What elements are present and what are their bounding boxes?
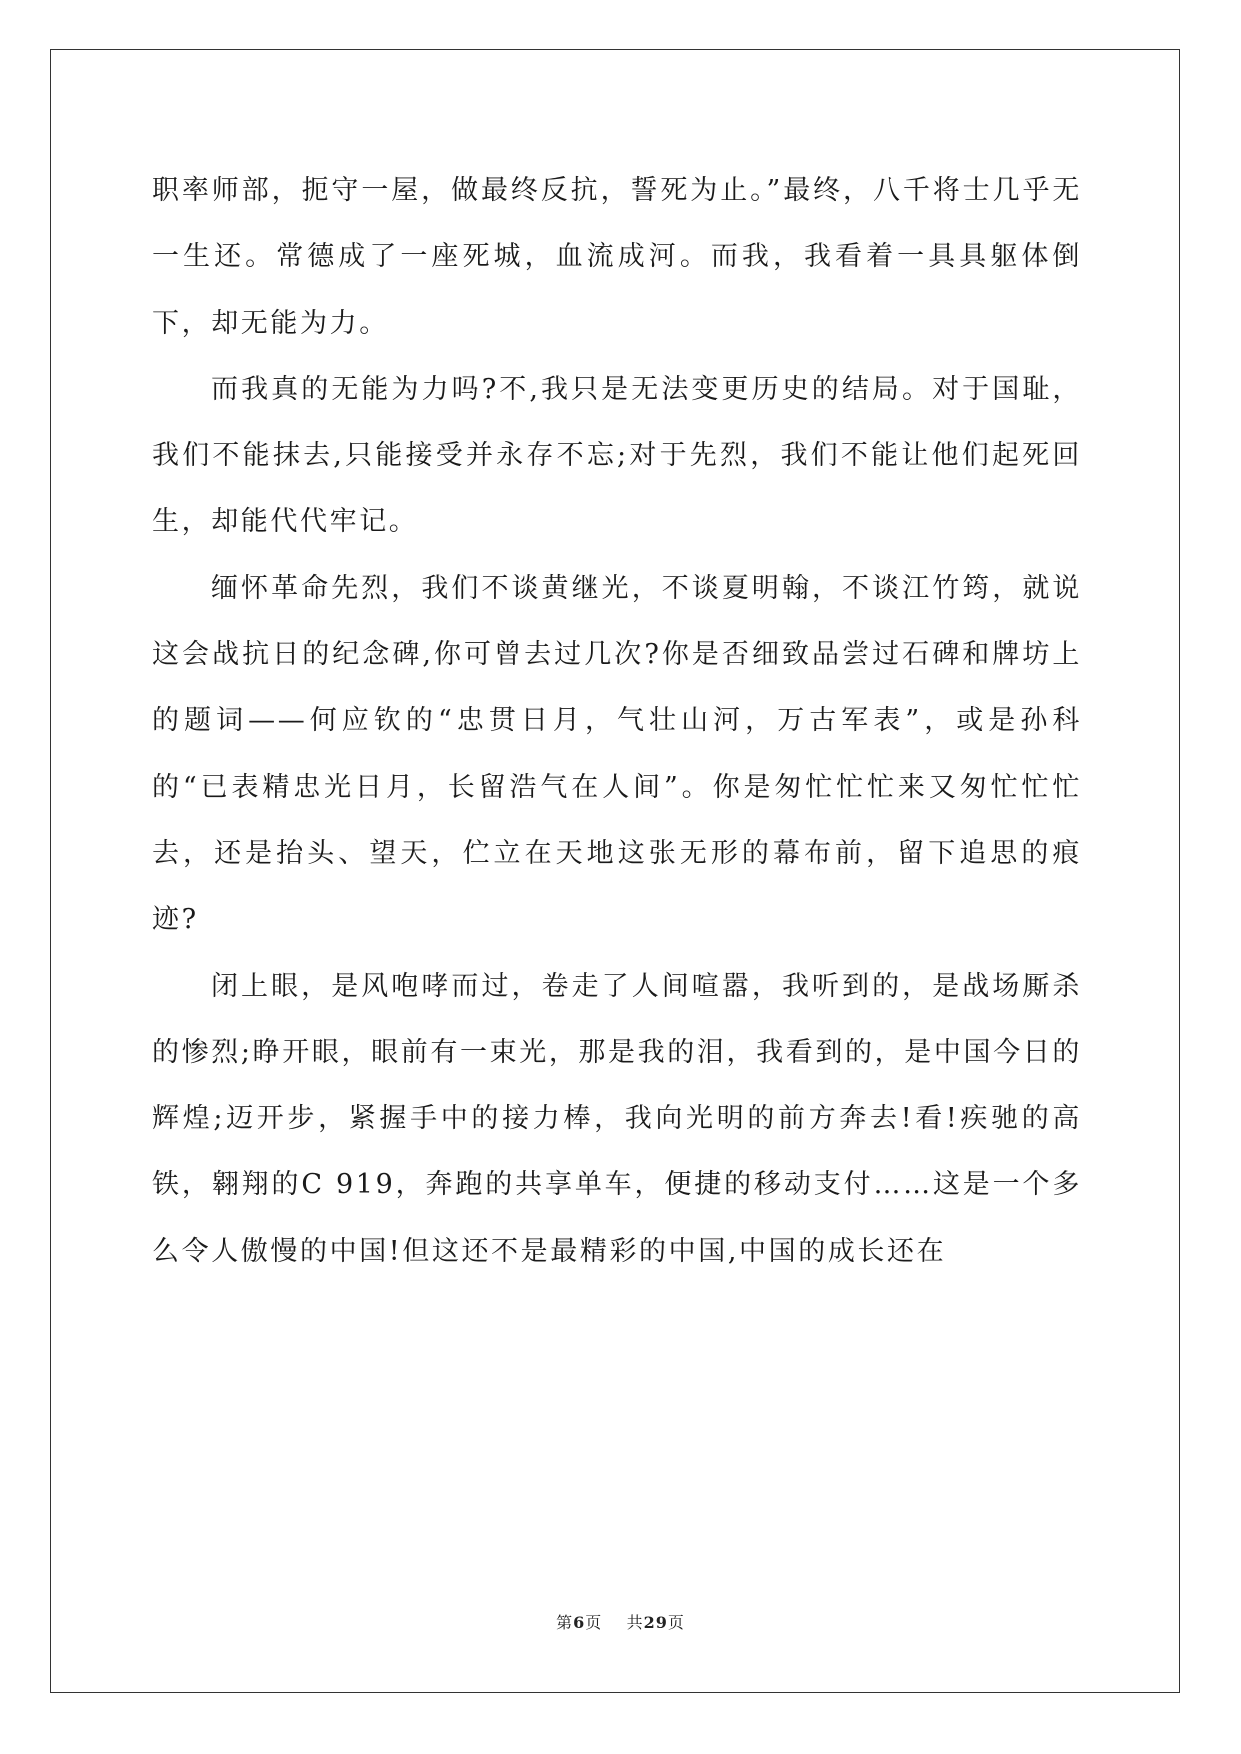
paragraph-2: 而我真的无能为力吗?不,我只是无法变更历史的结局。对于国耻，我们不能抹去,只能接受并永存不忘;对于先烈，我们不能让他们起死回生，却能代代牢记。 <box>152 373 1082 538</box>
page-footer <box>0 1610 1241 1633</box>
paragraph-1: 职率师部，扼守一屋，做最终反抗，誓死为止。”最终，八千将士几乎无一生还。常德成了一座死城，血流成河。而我，我看着一具具躯体倒下，却无能为力。 <box>152 175 1082 339</box>
page-suffix: 页 <box>585 1613 603 1632</box>
total-suffix: 页 <box>667 1613 685 1632</box>
total-prefix: 共 <box>626 1613 644 1632</box>
page-number: 6 <box>573 1613 586 1632</box>
paragraph-4: 闭上眼，是风咆哮而过，卷走了人间喧嚣，我听到的，是战场厮杀的惨烈;睁开眼，眼前有一束光，那是我的泪，我看到的，是中国今日的辉煌;迈开步，紧握手中的接力棒，我向光明的前方奔去!看!疾驰的高铁，翱翔的C 919，奔跑的共享单车，便捷的移动支付……这是一个多么令人傲慢的中国!但这还不是最精彩的中国,中国的成长还在 <box>152 970 1082 1267</box>
document-body <box>152 158 1082 1285</box>
total-pages: 29 <box>643 1613 668 1632</box>
paragraph-3: 缅怀革命先烈，我们不谈黄继光，不谈夏明翰，不谈江竹筠，就说这会战抗日的纪念碑,你可曾去过几次?你是否细致品尝过石碑和牌坊上的题词——何应钦的“忠贯日月，气壮山河，万古军表”，或是孙科的“已表精忠光日月，长留浩气在人间”。你是匆忙忙忙来又匆忙忙忙去，还是抬头、望天，伫立在天地这张无形的幕布前，留下追思的痕迹? <box>152 572 1082 936</box>
page-prefix: 第 <box>556 1613 574 1632</box>
